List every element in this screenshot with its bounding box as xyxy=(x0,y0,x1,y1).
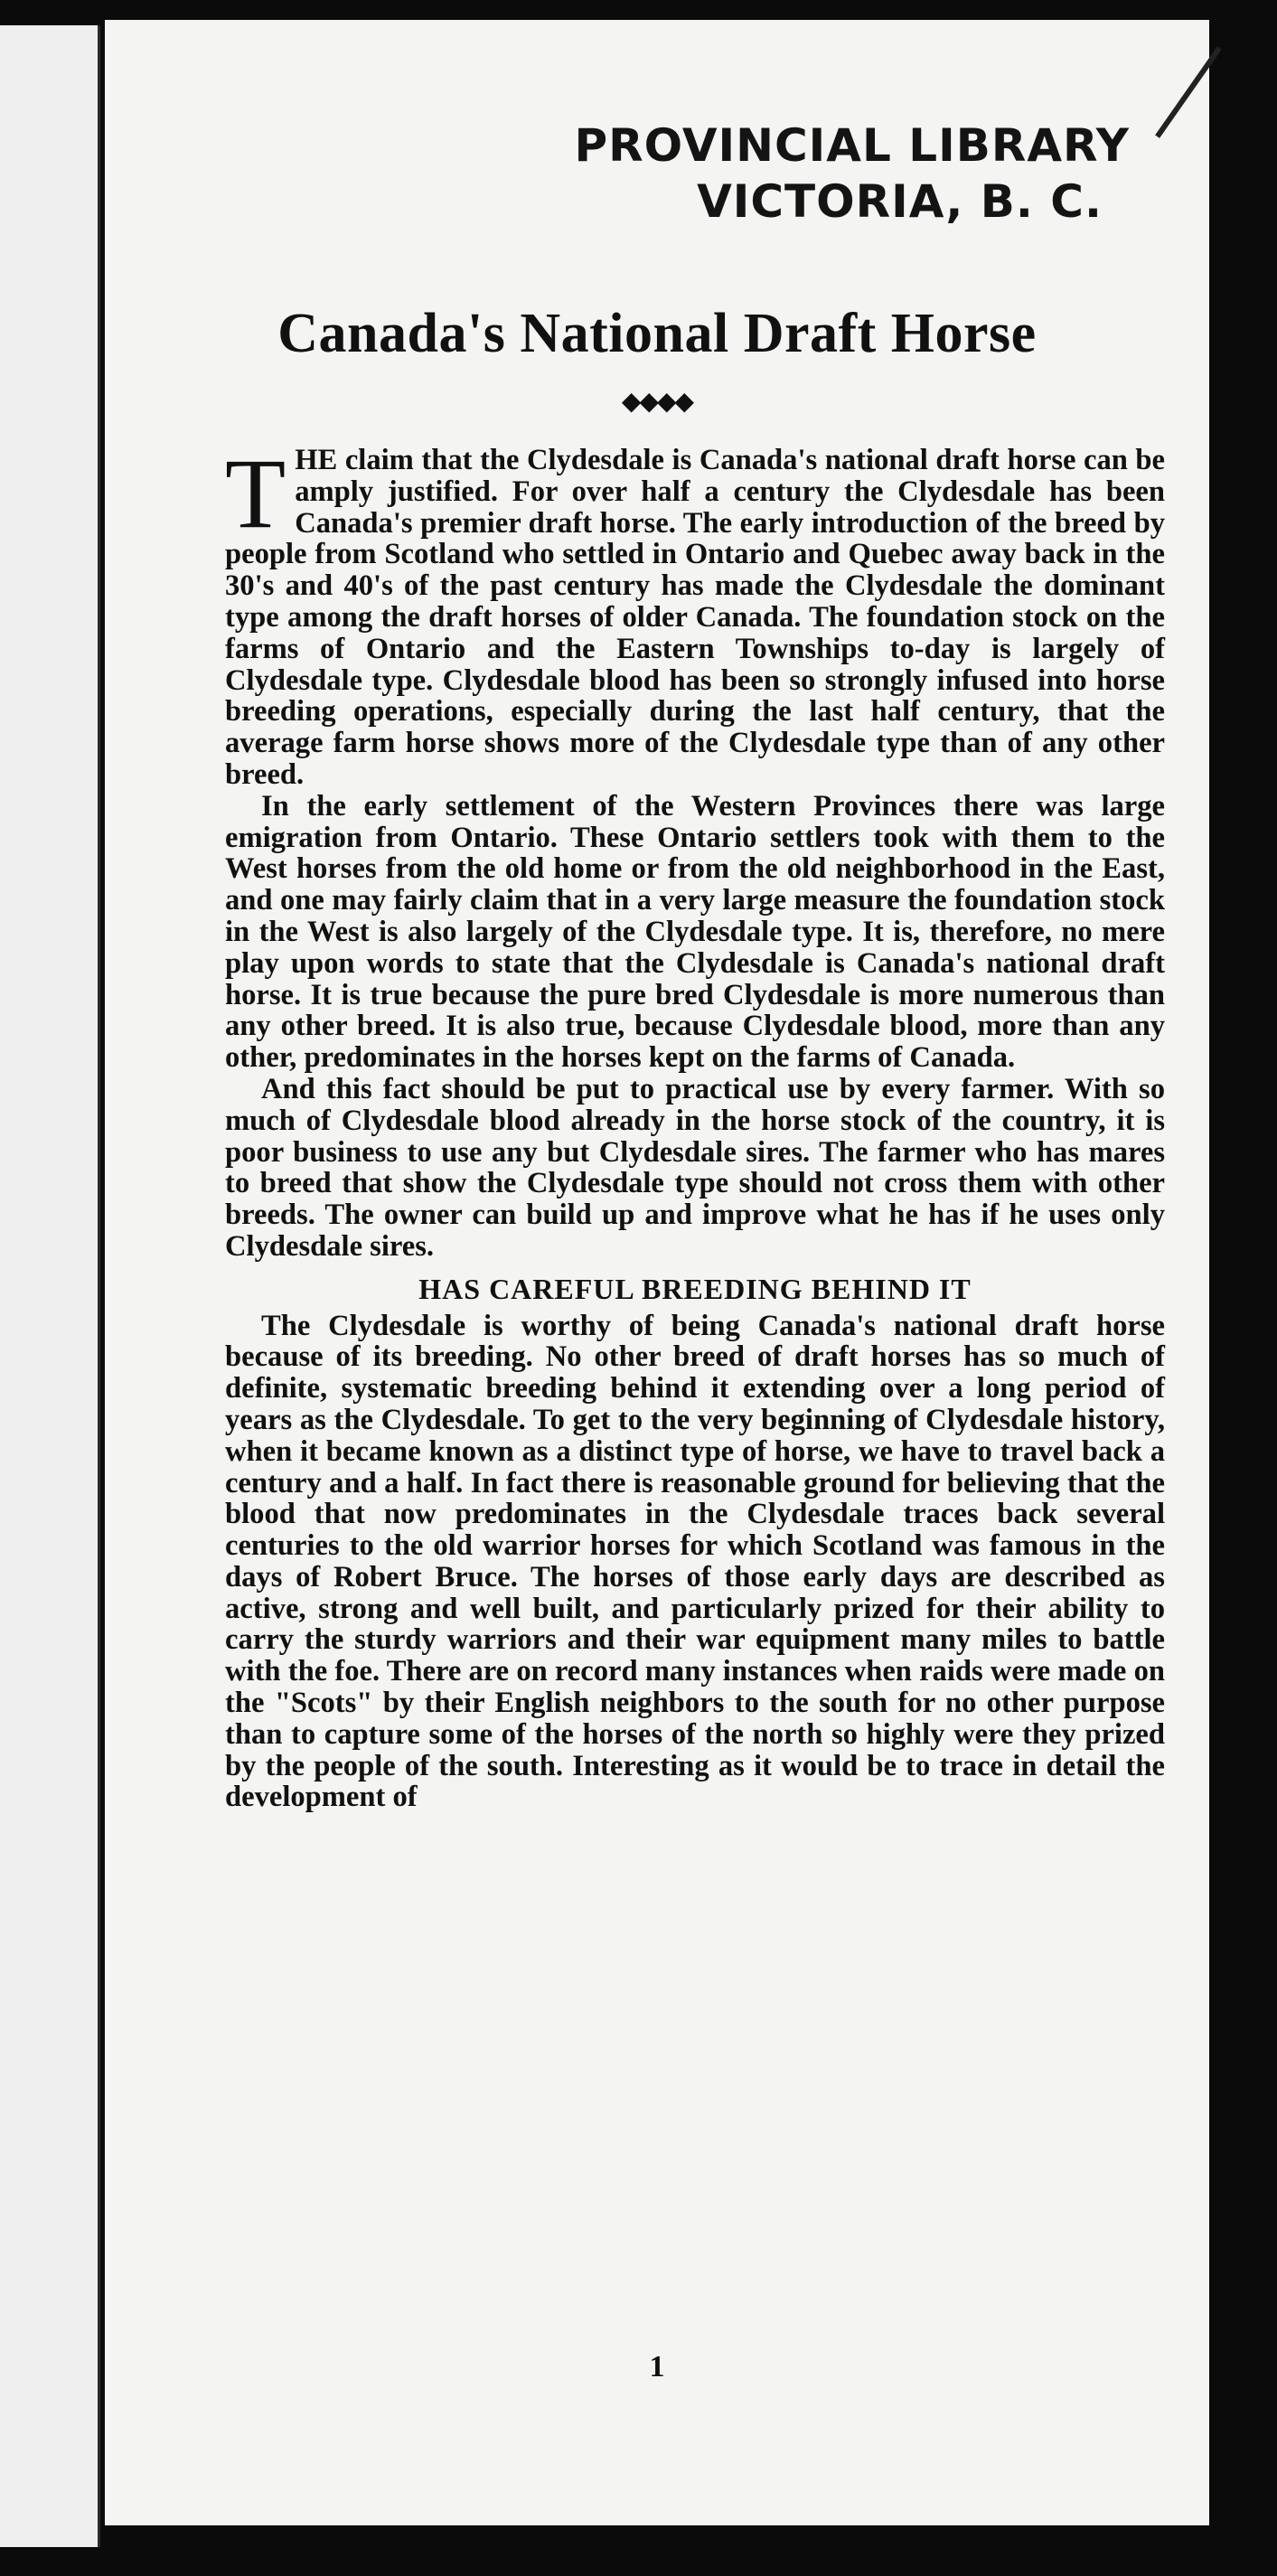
library-stamp xyxy=(575,118,1130,230)
paragraph-1-text: HE claim that the Clydesdale is Canada's national draft horse can be amply justified. For over half a century the Clydesdale has been Canada's premier draft horse. The early introduction of the breed by people from Scotland who settled in Ontario and Quebec away back in the 30's and 40's of the past century has made the Clydesdale the dominant type among the draft horses of older Canada. The foundation stock on the farms of Ontario and the Eastern Townships to-day is largely of Clydesdale type. Clydesdale blood has been so strongly infused into horse breeding operations, especially during the last half century, that the average farm horse shows more of the Clydesdale type than of any other breed. xyxy=(225,444,1165,791)
stamp-line-2: VICTORIA, B. C. xyxy=(697,175,1103,228)
drop-cap: T xyxy=(225,438,286,549)
paragraph-4: The Clydesdale is worthy of being Canada's national draft horse because of its breeding. No other breed of draft horses has so much of definite, systematic breeding behind it extending over a long period of years as the Clydesdale. To get to the very beginning of Clydesdale history, when it became known as a distinct type of horse, we have to travel back a century and a half. In fact there is reasonable ground for believing that the blood that now predominates in the Clydesdale traces back several centuries to the old warrior horses for which Scotland was famous in the days of Robert Bruce. The horses of those early days are described as active, strong and well built, and particularly prized for their ability to carry the sturdy warriors and their war equipment many miles to battle with the foe. There are on record many instances when raids were made on the "Scots" by their English neighbors to the south for no other purpose than to capture some of the horses of the north so highly were they prized by the people of the south. Interesting as it would be to trace in detail the development of xyxy=(225,1309,1165,1814)
ink-mark xyxy=(1155,46,1222,138)
paragraph-2: In the early settlement of the Western Provinces there was large emigration from Ontario. These Ontario settlers took with them to the West horses from the old home or from the old neighborhood in the East, and one may fairly claim that in a very large measure the foundation stock in the West is also largely of the Clydesdale type. It is, therefore, no mere play upon words to state that the Clydesdale is Canada's national draft horse. It is true because the pure bred Clydesdale is more numerous than any other breed. It is also true, because Clydesdale blood, more than any other, predominates in the horses kept on the farms of Canada. xyxy=(225,789,1165,1075)
document-page xyxy=(105,20,1209,2525)
ornament-divider: ◆◆◆◆ xyxy=(621,388,693,416)
page-title: Canada's National Draft Horse xyxy=(277,303,1037,364)
paragraph-1 xyxy=(225,438,1165,791)
paragraph-3: And this fact should be put to practical use by every farmer. With so much of Clydesdale blood already in the horse stock of the country, it is poor business to use any but Clydesdale sires. The farmer who has mares to breed that show the Clydesdale type should not cross them with other breeds. The owner can build up and improve what he has if he uses only Clydesdale sires. xyxy=(225,1072,1165,1263)
section-heading: HAS CAREFUL BREEDING BEHIND IT xyxy=(418,1272,972,1305)
facing-page-edge xyxy=(0,25,100,2547)
stamp-line-1: PROVINCIAL LIBRARY xyxy=(574,119,1130,172)
page-number: 1 xyxy=(649,2350,665,2383)
article-body xyxy=(225,438,1165,1814)
